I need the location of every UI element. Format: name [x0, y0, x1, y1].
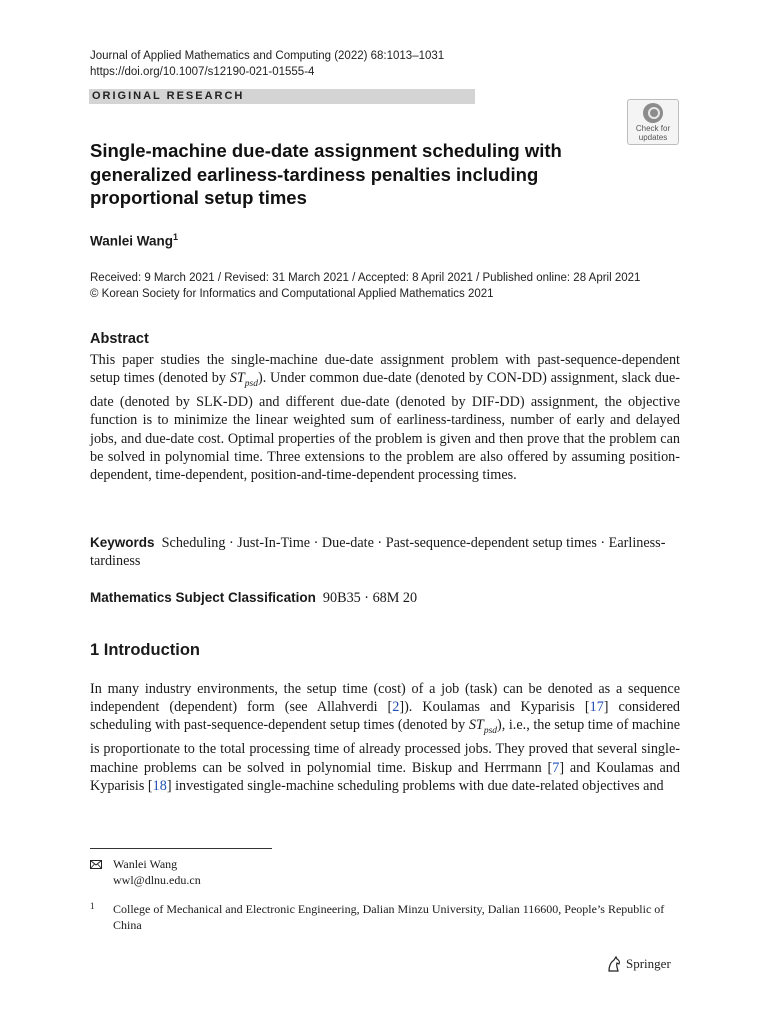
math-st-psd: $ST_{psd}$ — [229, 370, 258, 390]
history-dates: Received: 9 March 2021 / Revised: 31 March 2021 / Accepted: 8 April 2021 / Published online: 28 April 2021 — [90, 272, 641, 284]
keywords-block — [90, 534, 680, 570]
corresponding-author-name: Wanlei Wang — [113, 857, 178, 871]
title-line-1: Single-machine due-date assignment scheduling with — [90, 140, 562, 161]
author-line — [90, 232, 178, 249]
abstract-heading: Abstract — [90, 331, 149, 347]
citation-link-7[interactable]: 7 — [552, 759, 560, 776]
article-type-label: ORIGINAL RESEARCH — [92, 90, 245, 102]
corresponding-author-email[interactable]: wwl@dlnu.edu.cn — [113, 872, 201, 887]
badge-line-1: Check for — [635, 124, 671, 133]
corresponding-author — [113, 857, 201, 888]
doi-link[interactable]: https://doi.org/10.1007/s12190-021-01555-4 — [90, 66, 315, 78]
msc-block — [90, 590, 417, 607]
author-affil-marker[interactable]: 1 — [173, 232, 179, 242]
math-st-psd: $ST_{psd}$ — [468, 717, 498, 737]
author-name[interactable]: Wanlei Wang — [90, 233, 173, 249]
keywords-text: Scheduling · Just-In-Time · Due-date · Past-sequence-dependent setup times · Earliness-tardiness — [90, 535, 666, 570]
journal-citation: Journal of Applied Mathematics and Computing (2022) 68:1013–1031 — [90, 50, 445, 62]
title-line-3: proportional setup times — [90, 187, 307, 208]
publisher-name: Springer — [626, 956, 671, 971]
article-type-banner — [89, 89, 475, 104]
keywords-label: Keywords — [90, 535, 155, 550]
citation-link-18[interactable]: 18 — [152, 777, 167, 794]
footnote-divider — [90, 848, 272, 849]
envelope-icon — [90, 860, 102, 869]
citation-link-17[interactable]: 17 — [589, 699, 604, 716]
publisher-logo — [606, 955, 671, 973]
article-history — [90, 271, 640, 302]
title-line-2: generalized earliness-tardiness penalties including — [90, 163, 539, 185]
journal-header — [90, 48, 444, 80]
check-for-updates-badge[interactable] — [627, 99, 679, 145]
msc-codes: 90B35 · 68M 20 — [322, 590, 418, 606]
affiliation-number: 1 — [90, 901, 95, 911]
introduction-text: In many industry environments, the setup time (cost) of a job (task) can be denoted as a sequence independent (dependent) form (see Allahverdi [2]). Koulamas and Kyparisis [17] considered scheduling with past-sequence-dependent setup times (denoted by $ST_{psd}$), i.e., the setup time of machine is proportionate to the total processing time of already processed jobs. They proved that several single-machine problems can be solved in polynomial time. Biskup and Herrmann [7] and Koulamas and Kyparisis [18] investigated single-machine scheduling problems with due date-related objectives and — [90, 681, 680, 794]
abstract-text: This paper studies the single-machine due-date assignment problem with past-sequence-dependent setup times (denoted by $ST_{psd}$). Under common due-date (denoted by CON-DD) assignment, slack due-date (denoted by SLK-DD) and different due-date (denoted by DIF-DD) assignment, the objective function is to minimize the linear weighted sum of earliness-tardiness, number of early and delayed jobs, and due-date cost. Optimal properties of the problem is given and then prove that the problem can be solved in polynomial time. Three extensions to the problem are also offered by assuming position-dependent, time-dependent, position-and-time-dependent processing times. — [90, 352, 680, 484]
check-for-updates-icon — [643, 103, 663, 123]
badge-line-2: updates — [638, 133, 668, 142]
citation-link-2[interactable]: 2 — [392, 699, 400, 716]
copyright-line: © Korean Society for Informatics and Computational Applied Mathematics 2021 — [90, 287, 494, 300]
section-heading-introduction: 1 Introduction — [90, 641, 200, 659]
msc-label: Mathematics Subject Classification — [90, 590, 316, 605]
article-title — [90, 139, 610, 210]
springer-horse-icon — [606, 955, 622, 973]
affiliation-text: College of Mechanical and Electronic Engineering, Dalian Minzu University, Dalian 116600, People’s Republic of China — [113, 902, 665, 932]
